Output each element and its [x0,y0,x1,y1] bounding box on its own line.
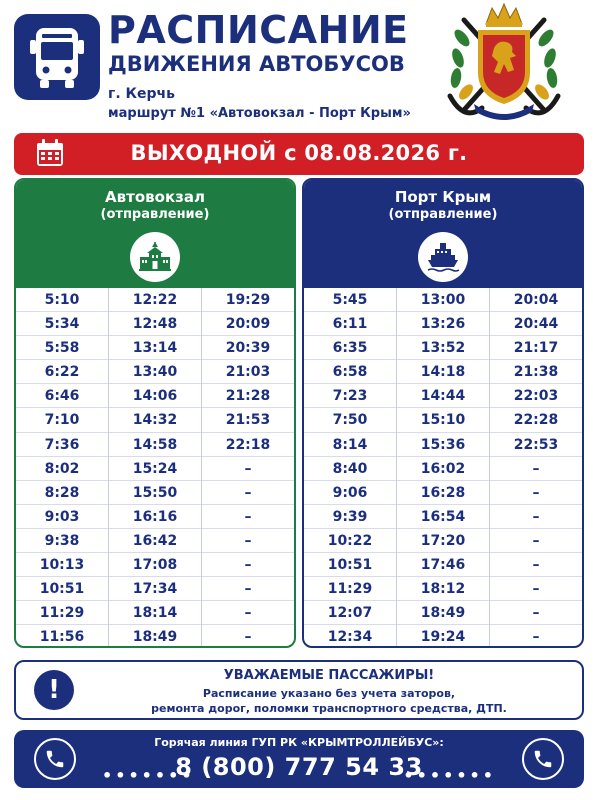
departure-time-cell: 8:40 [304,457,396,481]
departure-time-cell: – [490,457,582,481]
departure-time-cell: 5:34 [16,312,108,336]
panel-note: (отправление) [100,207,210,222]
departure-time-cell: 8:28 [16,481,108,505]
departure-time-cell: 9:03 [16,505,108,529]
panel-header [304,180,582,288]
departure-time-cell: 14:06 [109,384,201,408]
departure-time-cell: 13:52 [397,336,489,360]
departure-time-cell: 12:34 [327,629,373,646]
departure-time-cell: – [202,553,294,577]
departure-time-cell: 7:23 [304,384,396,408]
departure-time-cell: 18:49 [132,629,178,646]
departure-time-cell: 19:24 [420,629,466,646]
departure-time-cell: 8:02 [16,457,108,481]
departure-time-cell: 13:00 [397,288,489,312]
departure-time-cell: 20:39 [202,336,294,360]
departure-time-cell: 15:10 [397,408,489,432]
departure-time-cell: – [244,629,252,646]
departure-time-cell: 18:12 [397,577,489,601]
departure-time-cell: 21:38 [490,360,582,384]
departure-time-cell: 10:51 [304,553,396,577]
departure-time-cell: 10:22 [304,529,396,553]
panel-note: (отправление) [388,207,498,222]
departure-time-cell: – [202,505,294,529]
departure-time-cell: 11:29 [304,577,396,601]
hotline-phone-number[interactable]: 8 (800) 777 54 33 [175,753,423,781]
departure-time-cell: 12:22 [109,288,201,312]
departure-time-cell: 10:13 [16,553,108,577]
departure-time-cell: 17:34 [109,577,201,601]
departure-time-cell: 20:44 [490,312,582,336]
departure-time-cell: 16:16 [109,505,201,529]
departure-time-cell: 7:10 [16,408,108,432]
time-column [396,288,489,646]
departure-time-cell: – [532,629,540,646]
departure-time-cell: 6:35 [304,336,396,360]
departure-time-cell: 21:28 [202,384,294,408]
phone-icon [522,738,564,780]
exclamation-icon: ! [34,670,74,710]
time-column [201,288,294,646]
departure-times-grid [16,288,294,646]
departure-time-cell: 19:29 [202,288,294,312]
departure-time-cell: 18:49 [397,601,489,625]
departure-time-cell: 14:44 [397,384,489,408]
departure-time-cell: – [490,505,582,529]
departure-time-cell: 6:11 [304,312,396,336]
schedule-panel-port-crimea [302,178,584,648]
panel-title: Автовокзал [105,188,205,206]
departure-time-cell: 5:10 [16,288,108,312]
departure-time-cell: 20:04 [490,288,582,312]
hotline-label: Горячая линия ГУП РК «КРЫМТРОЛЛЕЙБУС»: [154,736,444,749]
departure-time-cell: 18:14 [109,601,201,625]
departure-time-cell: 9:38 [16,529,108,553]
coat-of-arms-emblem [436,0,572,128]
departure-time-cell: 15:24 [109,457,201,481]
departure-time-cell: 11:29 [16,601,108,625]
bus-icon [14,14,100,100]
departure-time-cell: – [490,601,582,625]
departure-time-cell: 8:14 [304,433,396,457]
city-label: г. Керчь [108,86,175,102]
bus-station-icon [130,232,180,282]
departure-time-cell: 6:22 [16,360,108,384]
departure-time-cell: – [202,481,294,505]
schedule-panel-bus-station [14,178,296,648]
departure-time-cell: 14:32 [109,408,201,432]
departure-time-cell: 13:40 [109,360,201,384]
departure-time-cell: 7:36 [16,433,108,457]
decorative-dots: ••••••• [102,766,195,785]
departure-time-cell: 13:26 [397,312,489,336]
departure-time-cell: 17:08 [109,553,201,577]
departure-time-cell: 22:28 [490,408,582,432]
page-subtitle: ДВИЖЕНИЯ АВТОБУСОВ [108,52,405,76]
departure-time-cell: 20:09 [202,312,294,336]
departure-time-cell: 21:17 [490,336,582,360]
departure-time-cell: 22:03 [490,384,582,408]
departure-time-cell: 5:45 [304,288,396,312]
ship-icon [418,232,468,282]
panel-header [16,180,294,288]
departure-time-cell: 15:50 [109,481,201,505]
departure-time-cell: 16:28 [397,481,489,505]
hotline-footer [14,730,584,788]
departure-time-cell: 9:39 [304,505,396,529]
departure-time-cell: – [202,457,294,481]
departure-time-cell: – [202,577,294,601]
departure-time-cell: 6:58 [304,360,396,384]
page-title: РАСПИСАНИЕ [108,8,409,52]
departure-time-cell: – [490,577,582,601]
departure-time-cell: 17:46 [397,553,489,577]
departure-times-grid [304,288,582,646]
departure-time-cell: 16:54 [397,505,489,529]
time-column [304,288,396,646]
passenger-notice [14,660,584,720]
decorative-dots: ••••••• [403,766,496,785]
departure-time-cell: 12:48 [109,312,201,336]
departure-time-cell: 16:42 [109,529,201,553]
departure-time-cell: 22:53 [490,433,582,457]
departure-time-cell: – [490,553,582,577]
date-banner [14,133,584,175]
time-column [489,288,582,646]
departure-time-cell: 11:56 [39,629,85,646]
time-column [16,288,108,646]
departure-time-cell: 12:07 [304,601,396,625]
departure-time-cell: 10:51 [16,577,108,601]
departure-time-cell: 16:02 [397,457,489,481]
departure-time-cell: 21:53 [202,408,294,432]
departure-time-cell: – [490,481,582,505]
banner-date-text: ВЫХОДНОЙ с 08.08.2026 г. [130,141,468,165]
departure-time-cell: 22:18 [202,433,294,457]
departure-time-cell: 14:58 [109,433,201,457]
panel-title: Порт Крым [394,188,492,206]
departure-time-cell: 9:06 [304,481,396,505]
departure-time-cell: 6:46 [16,384,108,408]
notice-text-line: Расписание указано без учета заторов, [202,687,456,700]
departure-time-cell: 14:18 [397,360,489,384]
route-label: маршрут №1 «Автовокзал - Порт Крым» [108,106,411,121]
notice-title: УВАЖАЕМЫЕ ПАССАЖИРЫ! [223,668,435,683]
notice-text-line: ремонта дорог, поломки транспортного средства, ДТП. [151,702,507,715]
time-column [108,288,201,646]
departure-time-cell: – [202,601,294,625]
departure-time-cell: 17:20 [397,529,489,553]
departure-time-cell: 15:36 [397,433,489,457]
departure-time-cell: – [490,529,582,553]
departure-time-cell: 5:58 [16,336,108,360]
departure-time-cell: 13:14 [109,336,201,360]
departure-time-cell: 21:03 [202,360,294,384]
departure-time-cell: 7:50 [304,408,396,432]
departure-time-cell: – [202,529,294,553]
